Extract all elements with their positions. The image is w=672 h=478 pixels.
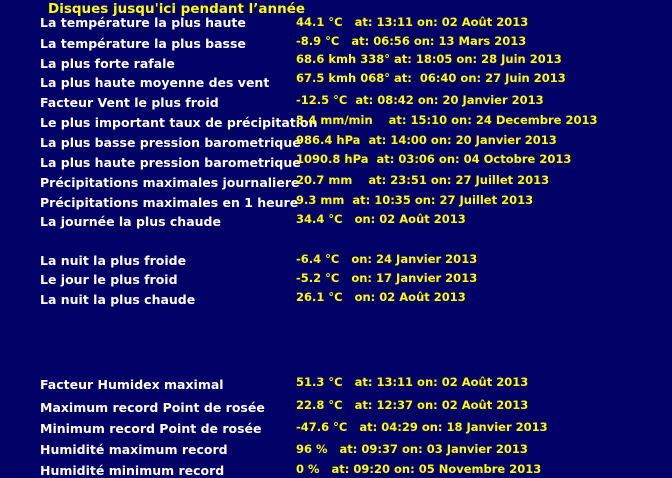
record-value-coldest-day: -5.2 °C on: 17 Janvier 2013 (296, 271, 478, 285)
record-value-max-hourly-rain: 9.3 mm at: 10:35 on: 27 Juillet 2013 (296, 193, 534, 207)
record-value-max-pressure: 1090.8 hPa at: 03:06 on: 04 Octobre 2013 (296, 152, 572, 166)
record-label-min-humidity: Humidité minimum record (40, 463, 225, 478)
record-value-coldest-night: -6.4 °C on: 24 Janvier 2013 (296, 252, 478, 266)
record-value-warmest-day: 34.4 °C on: 02 Août 2013 (296, 212, 466, 226)
record-value-min-dewpoint: -47.6 °C at: 04:29 on: 18 Janvier 2013 (296, 420, 548, 434)
record-value-max-temp: 44.1 °C at: 13:11 on: 02 Août 2013 (296, 15, 529, 29)
record-label-coldest-night: La nuit la plus froide (40, 253, 187, 268)
record-value-max-gust: 68.6 kmh 338° at: 18:05 on: 28 Juin 2013 (296, 52, 562, 66)
page-title: Disques jusqu'ici pendant l’année (48, 1, 306, 17)
record-label-warmest-day: La journée la plus chaude (40, 214, 221, 229)
record-label-max-avg-wind: La plus haute moyenne des vent (40, 75, 270, 90)
record-label-min-pressure: La plus basse pression barometrique (40, 135, 301, 150)
record-label-coldest-day: Le jour le plus froid (40, 272, 178, 287)
record-value-max-humidity: 96 % at: 09:37 on: 03 Janvier 2013 (296, 442, 528, 456)
record-value-max-dewpoint: 22.8 °C at: 12:37 on: 02 Août 2013 (296, 398, 529, 412)
record-label-max-gust: La plus forte rafale (40, 56, 175, 71)
record-value-max-humidex: 51.3 °C at: 13:11 on: 02 Août 2013 (296, 375, 529, 389)
record-label-max-temp: La température la plus haute (40, 15, 246, 30)
record-label-max-hourly-rain: Précipitations maximales en 1 heure (40, 195, 299, 210)
record-label-max-rain-rate: Le plus important taux de précipitation (40, 115, 318, 130)
record-value-min-windchill: -12.5 °C at: 08:42 on: 20 Janvier 2013 (296, 93, 544, 107)
record-value-warmest-night: 26.1 °C on: 02 Août 2013 (296, 290, 466, 304)
record-value-max-avg-wind: 67.5 kmh 068° at: 06:40 on: 27 Juin 2013 (296, 71, 566, 85)
record-value-max-rain-rate: 3.4 mm/min at: 15:10 on: 24 Decembre 2013 (296, 113, 598, 127)
record-label-max-pressure: La plus haute pression barometrique (40, 155, 301, 170)
record-value-min-humidity: 0 % at: 09:20 on: 05 Novembre 2013 (296, 462, 542, 476)
record-label-max-dewpoint: Maximum record Point de rosée (40, 400, 265, 415)
record-label-min-temp: La température la plus basse (40, 36, 246, 51)
record-value-min-pressure: 986.4 hPa at: 14:00 on: 20 Janvier 2013 (296, 133, 557, 147)
record-value-max-daily-rain: 20.7 mm at: 23:51 on: 27 Juillet 2013 (296, 173, 550, 187)
record-label-max-humidity: Humidité maximum record (40, 442, 228, 457)
record-label-warmest-night: La nuit la plus chaude (40, 292, 196, 307)
record-label-min-windchill: Facteur Vent le plus froid (40, 95, 219, 110)
record-value-min-temp: -8.9 °C at: 06:56 on: 13 Mars 2013 (296, 34, 527, 48)
record-label-min-dewpoint: Minimum record Point de rosée (40, 421, 262, 436)
record-label-max-humidex: Facteur Humidex maximal (40, 377, 224, 392)
record-label-max-daily-rain: Précipitations maximales journaliere (40, 175, 300, 190)
